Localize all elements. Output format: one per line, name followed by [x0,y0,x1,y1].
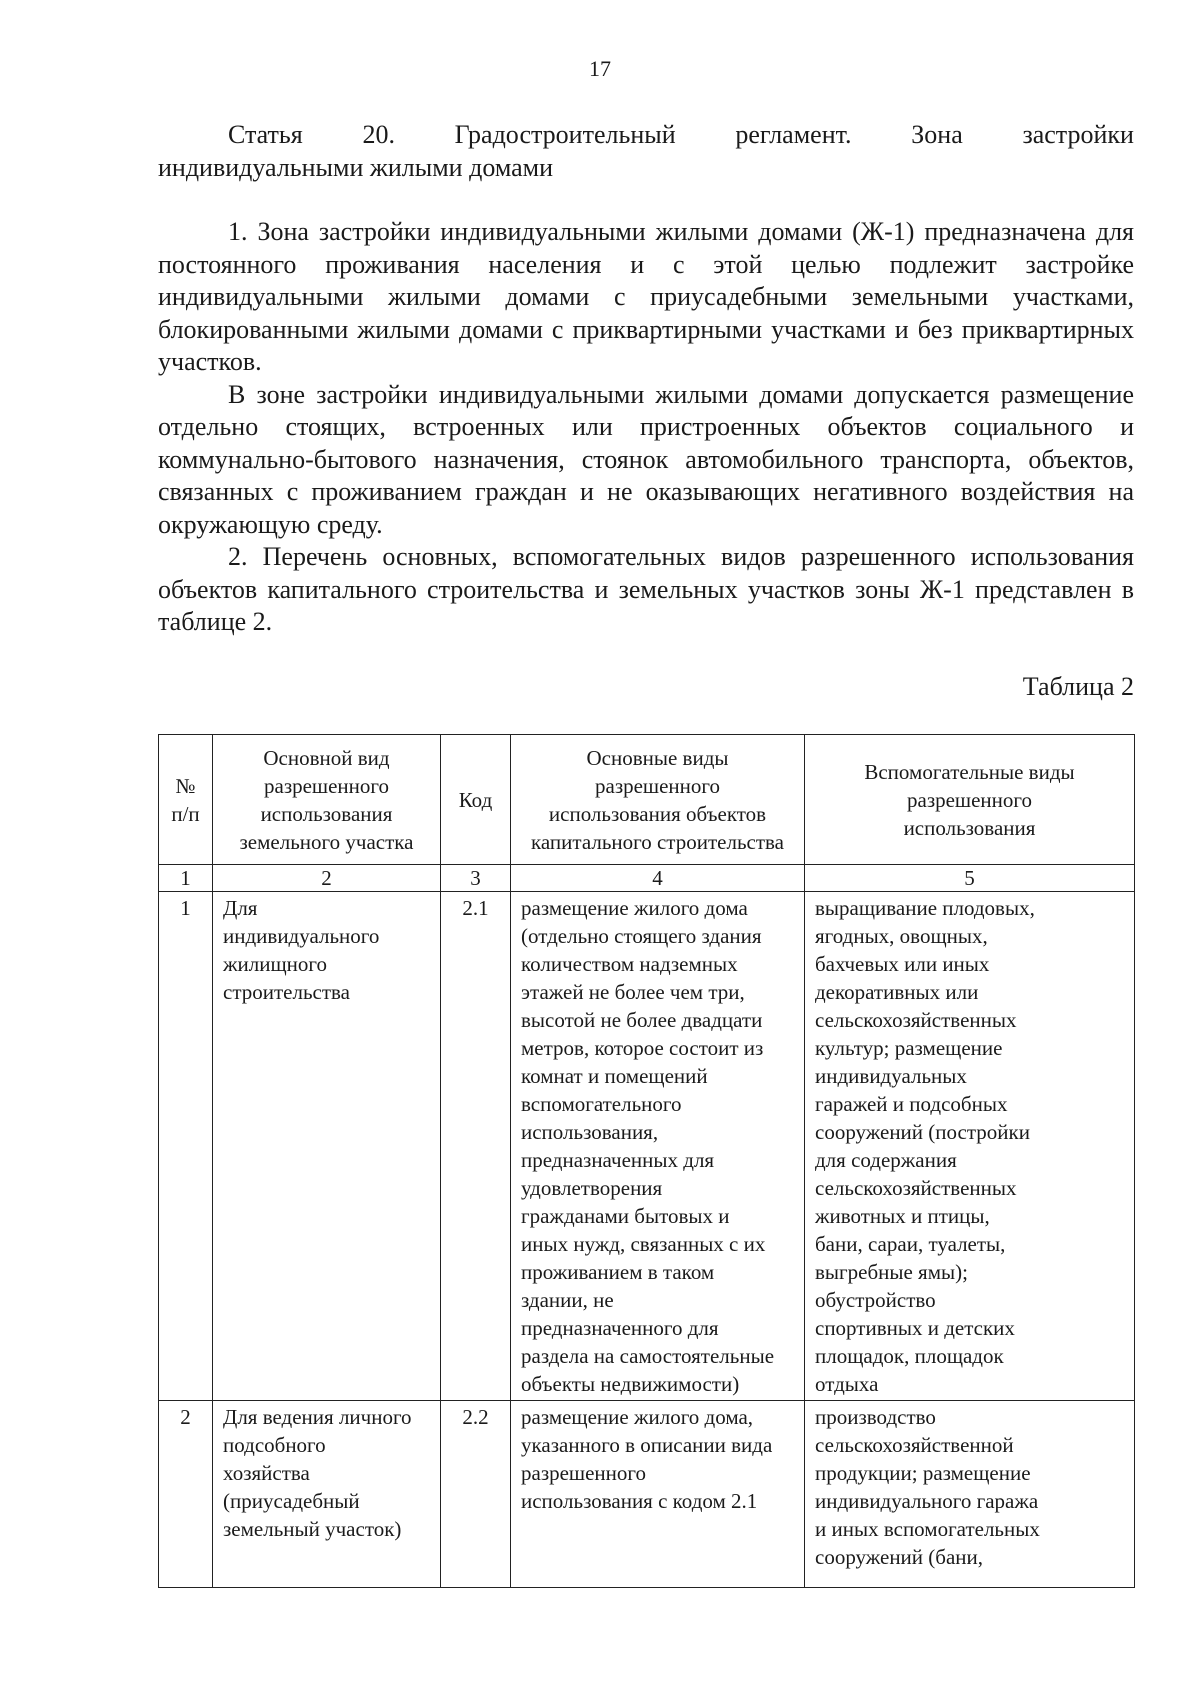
cell-line: спортивных и детских [815,1316,1015,1340]
cell-line: подсобного [223,1433,326,1457]
header-auxiliary [805,735,1135,865]
row-main-buildings [511,1401,805,1588]
cell-line: указанного в описании вида [521,1433,773,1457]
cell-line: декоративных или [815,980,979,1004]
cell-line: ягодных, овощных, [815,924,988,948]
article-title-word: застройки [1022,120,1134,149]
cell-line: сельскохозяйственных [815,1008,1017,1032]
article-title-word: Статья [228,120,303,149]
cell-line: высотой не более двадцати [521,1008,763,1032]
row-num: 1 [159,892,213,1401]
row-code: 2.2 [441,1401,511,1588]
cell-line: проживанием в таком [521,1260,715,1284]
cell-line: предназначенных для [521,1148,715,1172]
article-title-word: Зона [911,120,963,149]
cell-line: количеством надземных [521,952,738,976]
cell-line: выращивание плодовых, [815,896,1035,920]
table-caption: Таблица 2 [1022,672,1134,701]
header-main-buildings [511,735,805,865]
cell-line: культур; размещение [815,1036,1003,1060]
cell-line: животных и птицы, [815,1204,990,1228]
cell-line: сельскохозяйственной [815,1433,1014,1457]
column-number: 1 [159,865,213,892]
cell-line: сельскохозяйственных [815,1176,1017,1200]
cell-line: комнат и помещений [521,1064,708,1088]
row-auxiliary [805,1401,1135,1588]
row-main-buildings [511,892,805,1401]
cell-line: объекты недвижимости) [521,1372,740,1396]
cell-line: площадок, площадок [815,1344,1004,1368]
article-title-line1 [158,118,1134,151]
paragraph-2: В зоне застройки индивидуальными жилыми домами допускается размещение отдельно стоящих, встроенных или пристроенных объектов социального и коммунально-бытового назначения, стоянок автомобильного транспорта, объектов, связанных с проживанием граждан и не оказывающих негативного воздействия на окружающую среду. [158,379,1134,539]
row-code: 2.1 [441,892,511,1401]
paragraph-3: 2. Перечень основных, вспомогательных видов разрешенного использования объектов капитального строительства и земельных участков зоны Ж-1 представлен в таблице 2. [158,542,1134,636]
paragraph-1: 1. Зона застройки индивидуальными жилыми домами (Ж-1) предназначена для постоянного проживания населения и с этой целью подлежит застройке индивидуальными жилыми домами с приусадебными земельными участками, блокированными жилыми домами с приквартирными участками и без приквартирных участков. [158,217,1134,376]
header-text: земельного участка [239,829,414,854]
cell-line: здании, не [521,1288,614,1312]
cell-line: гражданами бытовых и [521,1204,730,1228]
header-text: использования [903,815,1036,840]
header-text: Вспомогательные виды [864,759,1075,784]
article-title-word: регламент. [735,120,852,149]
zone-table [158,734,1135,1588]
header-text: Основной вид [263,745,390,770]
cell-line: бахчевых или иных [815,952,990,976]
row-num: 2 [159,1401,213,1588]
cell-line: размещение жилого дома [521,896,748,920]
header-text: использования объектов [548,801,767,826]
page-number: 17 [589,56,611,81]
cell-line: индивидуальных [815,1064,967,1088]
cell-line: удовлетворения [521,1176,663,1200]
table-header-row [159,735,1135,865]
cell-line: индивидуального [223,924,380,948]
header-main-use [213,735,441,865]
cell-line: продукции; размещение [815,1461,1031,1485]
cell-line: метров, которое состоит из [521,1036,764,1060]
body-text [158,216,1134,639]
cell-line: гаражей и подсобных [815,1092,1008,1116]
cell-line: земельный участок) [223,1517,402,1541]
cell-line: предназначенного для [521,1316,719,1340]
cell-line: Для ведения личного [223,1405,412,1429]
cell-line: (отдельно стоящего здания [521,924,762,948]
header-text: капитального строительства [531,829,784,854]
cell-line: сооружений (бани, [815,1545,984,1569]
header-text: разрешенного [595,773,720,798]
row-main-use [213,1401,441,1588]
article-title-word: 20. [362,120,395,149]
cell-line: для содержания [815,1148,957,1172]
cell-line: иных нужд, связанных с их [521,1232,766,1256]
cell-line: вспомогательного [521,1092,682,1116]
article-title-line2: индивидуальными жилыми домами [158,153,554,182]
cell-line: индивидуального гаража [815,1489,1039,1513]
table-row [159,1401,1135,1588]
row-auxiliary [805,892,1135,1401]
header-text: № [175,773,196,798]
cell-line: выгребные ямы); [815,1260,968,1284]
column-number: 3 [441,865,511,892]
header-text: п/п [171,801,200,826]
cell-line: жилищного [223,952,327,976]
header-code [441,735,511,865]
cell-line: обустройство [815,1288,936,1312]
cell-line: сооружений (постройки [815,1120,1030,1144]
cell-line: хозяйства [223,1461,310,1485]
cell-line: и иных вспомогательных [815,1517,1040,1541]
row-main-use [213,892,441,1401]
article-title [158,118,1134,184]
header-text: Основные виды [586,745,729,770]
cell-line: бани, сараи, туалеты, [815,1232,1006,1256]
cell-line: использования с кодом 2.1 [521,1489,758,1513]
header-num [159,735,213,865]
cell-line: отдыха [815,1372,879,1396]
cell-line: раздела на самостоятельные [521,1344,775,1368]
column-number: 5 [805,865,1135,892]
header-text: разрешенного [264,773,389,798]
column-number-row [159,865,1135,892]
column-number: 2 [213,865,441,892]
cell-line: Для [223,896,258,920]
column-number: 4 [511,865,805,892]
table-row [159,892,1135,1401]
cell-line: размещение жилого дома, [521,1405,754,1429]
cell-line: этажей не более чем три, [521,980,745,1004]
article-title-word: Градостроительный [454,120,676,149]
header-text: Код [458,787,493,812]
cell-line: разрешенного [521,1461,646,1485]
header-text: разрешенного [907,787,1032,812]
cell-line: производство [815,1405,936,1429]
cell-line: использования, [521,1120,659,1144]
cell-line: (приусадебный [223,1489,360,1513]
header-text: использования [260,801,393,826]
cell-line: строительства [223,980,351,1004]
